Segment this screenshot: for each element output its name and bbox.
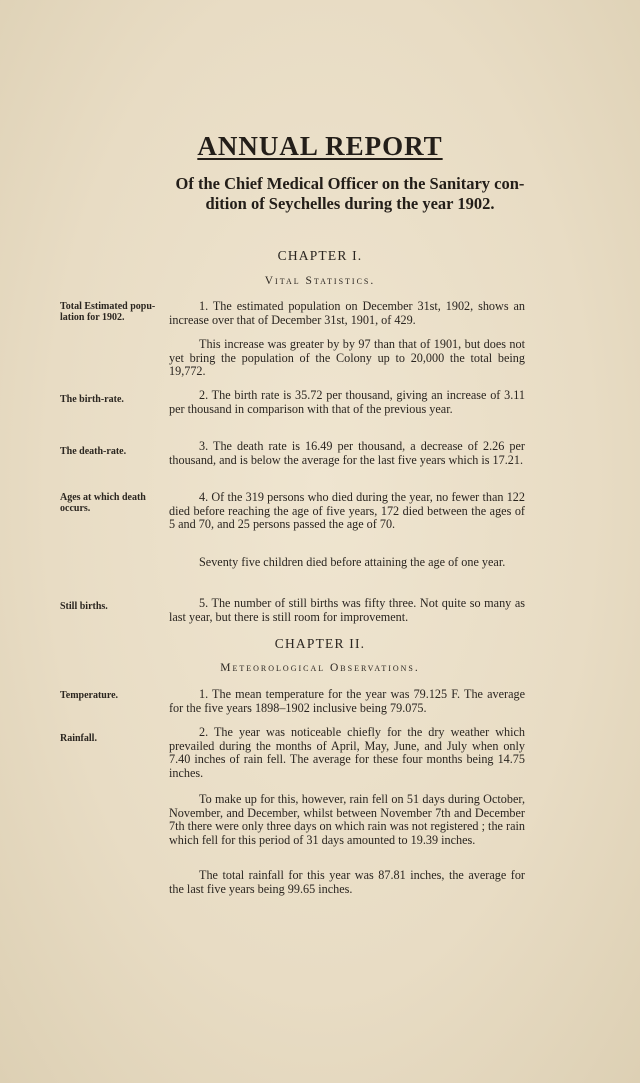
- paragraph-ages-death: 4. Of the 319 persons who died during the year, no fewer than 122 died before reaching the age of five years, 172 died between the ages of 5 and 70, and 25 persons passed the age of 70.: [169, 490, 525, 531]
- report-title: ANNUAL REPORT: [197, 131, 443, 161]
- margin-note-rainfall: Rainfall.: [60, 733, 97, 744]
- report-subtitle: Of the Chief Medical Officer on the Sanitary con- dition of Seychelles during the year 1902.: [175, 174, 525, 213]
- margin-note-population: Total Estimated popu- lation for 1902.: [60, 301, 156, 323]
- paragraph-temperature: 1. The mean temperature for the year was 79.125 F. The average for the five years 1898–1902 inclusive being 79.075.: [169, 687, 525, 715]
- margin-note-birth-rate: The birth-rate.: [60, 394, 124, 405]
- margin-note-temperature: Temperature.: [60, 690, 119, 701]
- paragraph-dry-weather: 2. The year was noticeable chiefly for the dry weather which prevailed during the months of April, May, June, and July when only 7.40 inches of rain fell. The average for these four months being 14.75 inches.: [169, 725, 525, 780]
- paragraph-infant-deaths: Seventy five children died before attaining the age of one year.: [199, 555, 506, 569]
- chapter-1-heading: CHAPTER I.: [277, 248, 363, 263]
- section-vital-statistics: Vital Statistics.: [264, 275, 376, 287]
- paragraph-still-births: 5. The number of still births was fifty three. Not quite so many as last year, but there is still room for improvement.: [169, 596, 525, 624]
- paragraph-total-rainfall: The total rainfall for this year was 87.81 inches, the average for the last five years being 99.65 inches.: [169, 868, 525, 896]
- margin-note-death-rate: The death-rate.: [60, 446, 127, 457]
- paragraph-population: 1. The estimated population on December 31st, 1902, shows an increase over that of December 31st, 1901, of 429.: [169, 299, 525, 327]
- margin-note-ages-death: Ages at which death occurs.: [60, 492, 146, 514]
- paragraph-rain-days: To make up for this, however, rain fell on 51 days during October, November, and December, whilst between November 7th and December 7th there were only three days on which rain was not registered ; the rain which fell for this period of 31 days amounted to 19.39 inches.: [169, 792, 525, 847]
- section-meteorological: Meteorological Observations.: [220, 662, 420, 674]
- paragraph-population-increase: This increase was greater by by 97 than that of 1901, but does not yet bring the population of the Colony up to 20,000 the total being 19,772.: [169, 337, 525, 378]
- paragraph-death-rate: 3. The death rate is 16.49 per thousand, a decrease of 2.26 per thousand, and is below the average for the last five years which is 17.21.: [169, 439, 525, 467]
- margin-note-still-births: Still births.: [60, 601, 108, 612]
- chapter-2-heading: CHAPTER II.: [274, 636, 366, 651]
- paragraph-birth-rate: 2. The birth rate is 35.72 per thousand, giving an increase of 3.11 per thousand in comparison with that of the previous year.: [169, 388, 525, 416]
